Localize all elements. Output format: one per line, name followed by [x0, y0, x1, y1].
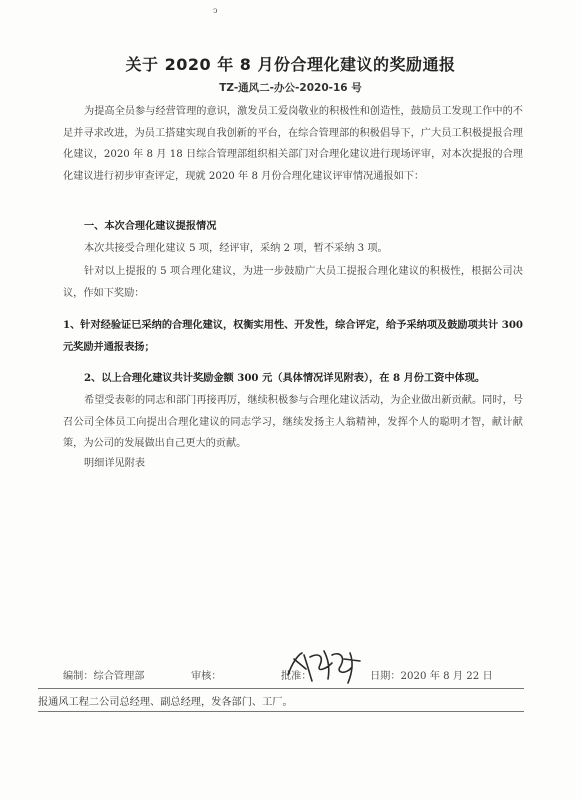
reward-item-2: 2、以上合理化建议共计奖励金额 300 元（具体情况详见附表），在 8 月份工资中体现。 [84, 372, 486, 384]
closing-paragraph: 希望受表彰的同志和部门再接再厉，继续积极参与合理化建议活动，为企业做出新贡献。同时，号召公司全体员工向提出合理化建议的同志学习，继续发扬主人翁精神，发挥个人的聪明才智，献计献策，为公司的发展做出自己更大的贡献。 [63, 395, 523, 449]
attachment-note: 明细详见附表 [84, 458, 146, 469]
decision-paragraph: 针对以上提报的 5 项合理化建议，为进一步鼓励广大员工提报合理化建议的积极性，根据公司决议，作如下奖励： [63, 266, 523, 299]
footer-date: 日期：2020 年 8 月 22 日 [370, 671, 493, 682]
footer-divider-bottom [38, 711, 524, 712]
footer-reviewer: 审核： [191, 671, 222, 682]
reward-item-1: 1、针对经验证已采纳的合理化建议，权衡实用性、开发性，综合评定，给予采纳项及鼓励项共计 300 元奖励并通报表扬； [63, 319, 523, 353]
section1-heading: 一、本次合理化建议提报情况 [84, 220, 217, 232]
section1-text: 本次共接受合理化建议 5 项，经评审，采纳 2 项，暂不采纳 3 项。 [84, 243, 388, 254]
scan-mark: ↄ [213, 6, 218, 15]
document-title: 关于 2020 年 8 月份合理化建议的奖励通报 [125, 55, 456, 74]
intro-paragraph: 为提高全员参与经营管理的意识，激发员工爱岗敬业的积极性和创造性，鼓励员工发现工作中的不足并寻求改进，为员工搭建实现自我创新的平台，在综合管理部的积极倡导下，广大员工积极提报合理化建议，2020 年 8 月 18 日综合管理部组织相关部门对合理化建议进行现场评审，对本次提报的合理化建议进行初步审查评定，现就 2020 年 8 月份合理化建议评审情况通报如下： [63, 106, 523, 182]
footer-divider-top [38, 688, 524, 689]
handwritten-signature [280, 645, 370, 685]
distribution-line: 报通风工程二公司总经理、副总经理，发各部门、工厂。 [38, 697, 293, 708]
footer-editor: 编制：综合管理部 [63, 671, 145, 682]
document-number: TZ-通风二-办公-2020-16 号 [219, 82, 362, 94]
footer-approver: 批准： [281, 671, 312, 682]
